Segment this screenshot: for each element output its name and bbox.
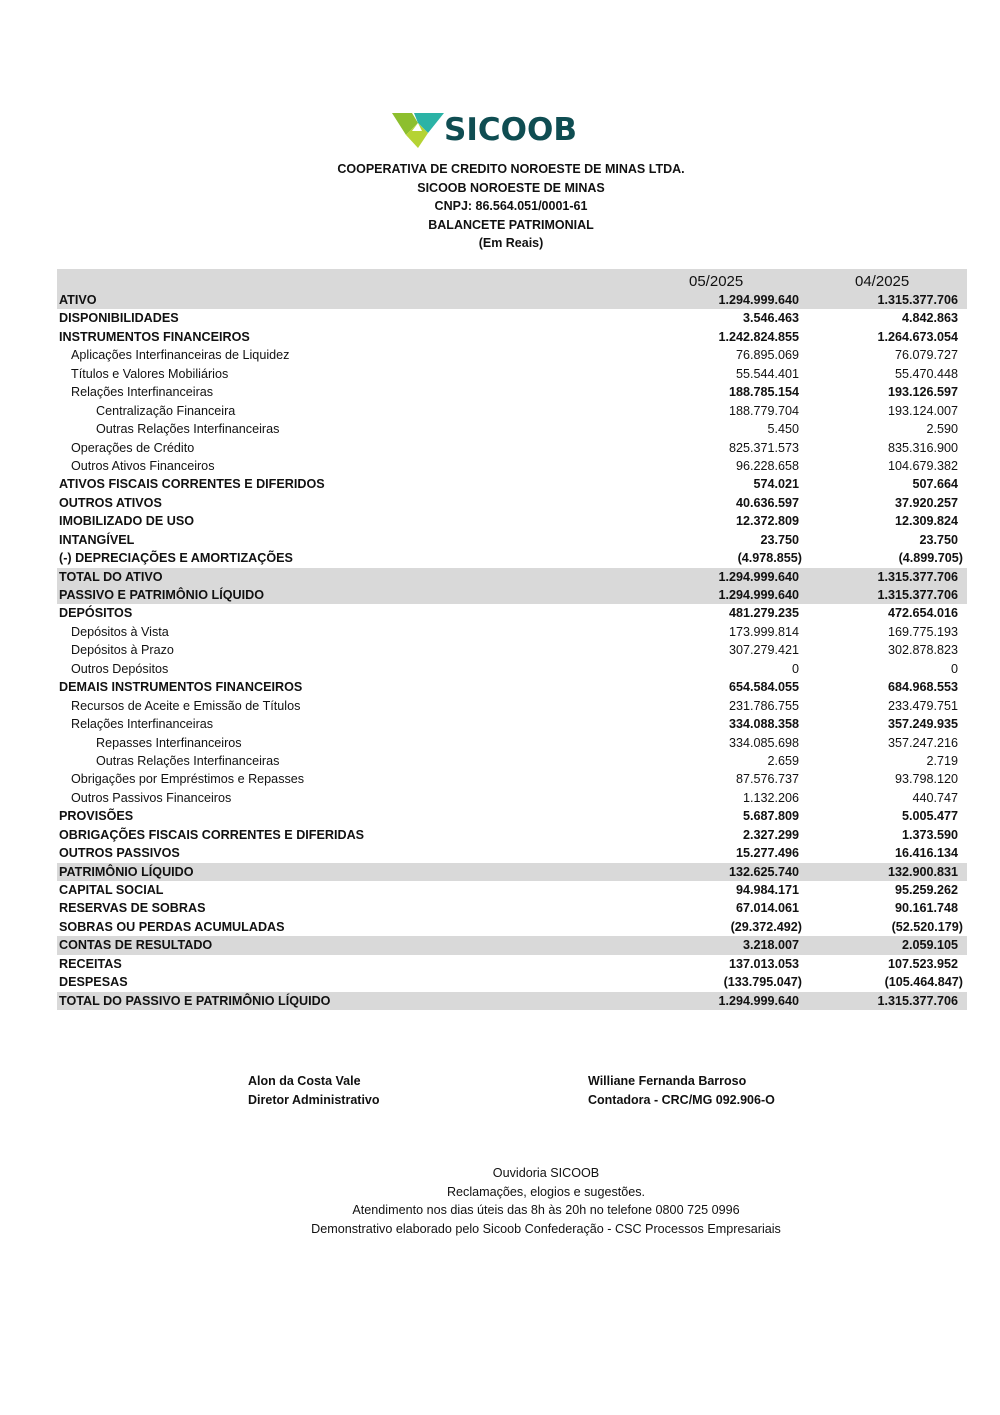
value-05-2025: 137.013.053: [728, 956, 799, 971]
value-04-2025: 0: [950, 661, 958, 676]
table-row: [57, 826, 967, 844]
value-04-2025: 1.315.377.706: [877, 569, 958, 584]
value-04-2025: 4.842.863: [901, 311, 958, 326]
row-label: ATIVO: [59, 293, 97, 307]
signature-director: [248, 1072, 380, 1109]
value-05-2025: 654.584.055: [728, 680, 799, 695]
value-04-2025: 55.470.448: [894, 366, 958, 381]
footer: [0, 1164, 1000, 1238]
value-04-2025: 1.315.377.706: [877, 293, 958, 307]
value-05-2025: 5.687.809: [742, 809, 799, 824]
value-04-2025: 1.315.377.706: [877, 588, 958, 602]
table-row: [57, 807, 967, 825]
row-label: Outras Relações Interfinanceiras: [96, 422, 280, 437]
row-label: IMOBILIZADO DE USO: [59, 514, 195, 529]
row-label: DEMAIS INSTRUMENTOS FINANCEIROS: [59, 680, 303, 695]
sicoob-logo-icon: [392, 111, 444, 149]
value-05-2025: 55.544.401: [735, 366, 799, 381]
row-label: Operações de Crédito: [71, 440, 195, 455]
row-label: Repasses Interfinanceiros: [96, 735, 242, 750]
table-row: [57, 568, 967, 586]
prepared-by: Demonstrativo elaborado pelo Sicoob Confederação - CSC Processos Empresariais: [311, 1221, 781, 1236]
value-05-2025: 94.984.171: [735, 883, 799, 897]
table-row: [57, 992, 967, 1010]
value-04-2025: 302.878.823: [887, 643, 958, 658]
value-04-2025: 16.416.134: [894, 846, 958, 861]
value-05-2025: 334.088.358: [728, 717, 799, 732]
value-05-2025: 0: [791, 661, 799, 676]
value-04-2025: 440.747: [912, 790, 958, 805]
table-row: [57, 402, 967, 420]
value-05-2025: 23.750: [760, 532, 799, 547]
row-label: Outros Depósitos: [71, 661, 169, 676]
column-header-05-2025: 05/2025: [689, 273, 744, 290]
value-04-2025: 193.126.597: [887, 385, 958, 400]
row-label: OUTROS PASSIVOS: [59, 846, 180, 861]
table-row: [57, 309, 967, 327]
value-04-2025: 90.161.748: [894, 901, 958, 916]
value-05-2025: 15.277.496: [735, 846, 799, 861]
table-row: [57, 604, 967, 622]
value-05-2025: 1.294.999.640: [718, 993, 799, 1008]
row-label: DEPÓSITOS: [59, 606, 133, 621]
value-05-2025: 1.294.999.640: [718, 588, 799, 602]
row-label: Títulos e Valores Mobiliários: [71, 366, 229, 381]
value-05-2025: 173.999.814: [728, 624, 799, 639]
ombudsman-hours: Atendimento nos dias úteis das 8h às 20h no telefone 0800 725 0996: [352, 1203, 740, 1218]
value-04-2025: 835.316.900: [887, 440, 958, 455]
value-04-2025: 12.309.824: [894, 514, 958, 529]
signature-name: Alon da Costa Vale: [248, 1074, 361, 1088]
ombudsman-subtitle: Reclamações, elogios e sugestões.: [446, 1184, 646, 1199]
table-row: [57, 549, 967, 567]
value-05-2025: 231.786.755: [728, 698, 799, 713]
value-05-2025: 67.014.061: [735, 901, 799, 916]
value-05-2025: 307.279.421: [728, 643, 799, 658]
value-05-2025: 96.228.658: [735, 458, 799, 473]
company-name: COOPERATIVA DE CREDITO NOROESTE DE MINAS LTDA.: [337, 162, 685, 176]
balance-sheet-table: [57, 269, 967, 1010]
table-row: [57, 383, 967, 401]
table-row: [57, 863, 967, 881]
value-05-2025: (4.978.855): [737, 551, 802, 566]
row-label: RECEITAS: [59, 956, 122, 971]
row-label: OUTROS ATIVOS: [59, 495, 162, 510]
value-05-2025: 5.450: [767, 422, 799, 437]
signature-role: Diretor Administrativo: [248, 1092, 380, 1107]
row-label: PATRIMÔNIO LÍQUIDO: [59, 864, 194, 879]
table-row: [57, 734, 967, 752]
value-05-2025: 481.279.235: [728, 606, 799, 621]
value-04-2025: 169.775.193: [887, 624, 958, 639]
table-row: [57, 365, 967, 383]
value-05-2025: 76.895.069: [735, 348, 799, 363]
table-row: [57, 623, 967, 641]
table-row: [57, 844, 967, 862]
table-row: [57, 531, 967, 549]
row-label: PROVISÕES: [59, 809, 134, 824]
value-04-2025: 93.798.120: [894, 772, 958, 787]
row-label: OBRIGAÇÕES FISCAIS CORRENTES E DIFERIDAS: [59, 827, 365, 842]
table-row: [57, 770, 967, 788]
table-row: [57, 586, 967, 604]
row-label: CAPITAL SOCIAL: [59, 883, 164, 897]
table-row: [57, 512, 967, 530]
table-row: [57, 899, 967, 917]
row-label: Depósitos à Vista: [71, 624, 169, 639]
column-header-04-2025: 04/2025: [855, 273, 910, 290]
table-row: [57, 660, 967, 678]
row-label: TOTAL DO PASSIVO E PATRIMÔNIO LÍQUIDO: [59, 993, 331, 1008]
table-row: [57, 697, 967, 715]
currency-note: (Em Reais): [478, 236, 544, 251]
sicoob-logo: [392, 110, 582, 150]
value-04-2025: 23.750: [919, 532, 958, 547]
value-04-2025: 1.264.673.054: [877, 329, 958, 344]
value-05-2025: 40.636.597: [735, 495, 799, 510]
cnpj: CNPJ: 86.564.051/0001-61: [434, 199, 588, 214]
value-04-2025: 472.654.016: [887, 606, 958, 621]
value-04-2025: 1.373.590: [901, 827, 958, 842]
value-04-2025: (52.520.179): [891, 919, 963, 934]
row-label: INSTRUMENTOS FINANCEIROS: [59, 329, 250, 344]
value-05-2025: 188.779.704: [728, 403, 799, 418]
value-05-2025: 1.132.206: [742, 790, 799, 805]
row-label: Outros Ativos Financeiros: [71, 458, 215, 473]
value-05-2025: 87.576.737: [735, 772, 799, 787]
table-row: [57, 678, 967, 696]
table-row: [57, 439, 967, 457]
table-row: [57, 936, 967, 954]
table-row: [57, 973, 967, 991]
value-05-2025: 2.327.299: [742, 827, 799, 842]
table-row: [57, 918, 967, 936]
table-row: [57, 494, 967, 512]
table-row: [57, 475, 967, 493]
value-04-2025: 357.247.216: [887, 735, 958, 750]
document-title: BALANCETE PATRIMONIAL: [428, 217, 594, 232]
signature-name: Williane Fernanda Barroso: [588, 1074, 747, 1088]
table-row: [57, 641, 967, 659]
row-label: Aplicações Interfinanceiras de Liquidez: [71, 348, 290, 363]
row-label: Depósitos à Prazo: [71, 643, 174, 658]
value-05-2025: 188.785.154: [728, 385, 799, 400]
row-label: Relações Interfinanceiras: [71, 717, 214, 732]
table-row: [57, 752, 967, 770]
value-04-2025: 37.920.257: [894, 495, 958, 510]
value-05-2025: 574.021: [753, 477, 799, 492]
logo-text: SICOOB: [444, 112, 577, 148]
row-label: PASSIVO E PATRIMÔNIO LÍQUIDO: [59, 588, 265, 602]
table-row: [57, 291, 967, 309]
value-04-2025: 132.900.831: [887, 864, 958, 879]
row-label: INTANGÍVEL: [59, 532, 135, 547]
row-label: CONTAS DE RESULTADO: [59, 938, 213, 953]
table-row: [57, 457, 967, 475]
value-05-2025: 3.546.463: [742, 311, 799, 326]
company-short-name: SICOOB NOROESTE DE MINAS: [417, 180, 605, 195]
row-label: SOBRAS OU PERDAS ACUMULADAS: [59, 919, 285, 934]
table-body: [57, 291, 967, 1010]
row-label: (-) DEPRECIAÇÕES E AMORTIZAÇÕES: [59, 551, 293, 566]
value-04-2025: 1.315.377.706: [877, 993, 958, 1008]
value-04-2025: 193.124.007: [887, 403, 958, 418]
row-label: DISPONIBILIDADES: [59, 311, 179, 326]
value-05-2025: 1.294.999.640: [718, 569, 799, 584]
row-label: Outras Relações Interfinanceiras: [96, 753, 280, 768]
value-04-2025: 107.523.952: [887, 956, 958, 971]
value-04-2025: (105.464.847): [884, 975, 963, 990]
table-row: [57, 715, 967, 733]
value-05-2025: 3.218.007: [742, 938, 799, 953]
row-label: Outros Passivos Financeiros: [71, 790, 232, 805]
ombudsman-title: Ouvidoria SICOOB: [492, 1166, 600, 1180]
value-05-2025: 825.371.573: [728, 440, 799, 455]
signature-accountant: [588, 1072, 775, 1109]
value-04-2025: (4.899.705): [898, 551, 963, 566]
value-04-2025: 233.479.751: [887, 698, 958, 713]
row-label: Obrigações por Empréstimos e Repasses: [71, 772, 305, 787]
value-05-2025: 334.085.698: [728, 735, 799, 750]
table-row: [57, 881, 967, 899]
table-header: [57, 269, 967, 291]
value-05-2025: (133.795.047): [723, 975, 802, 990]
value-04-2025: 684.968.553: [887, 680, 958, 695]
value-04-2025: 507.664: [912, 477, 958, 492]
value-05-2025: (29.372.492): [730, 919, 802, 934]
signature-role: Contadora - CRC/MG 092.906-O: [588, 1092, 775, 1107]
value-04-2025: 5.005.477: [901, 809, 958, 824]
table-row: [57, 789, 967, 807]
value-04-2025: 76.079.727: [894, 348, 958, 363]
row-label: ATIVOS FISCAIS CORRENTES E DIFERIDOS: [59, 477, 325, 492]
document-header: [0, 160, 1000, 253]
row-label: TOTAL DO ATIVO: [59, 569, 163, 584]
value-04-2025: 2.719: [926, 753, 958, 768]
table-row: [57, 346, 967, 364]
table-row: [57, 420, 967, 438]
table-row: [57, 955, 967, 973]
value-04-2025: 95.259.262: [894, 883, 958, 897]
value-04-2025: 104.679.382: [887, 458, 958, 473]
row-label: Recursos de Aceite e Emissão de Títulos: [71, 698, 301, 713]
value-05-2025: 132.625.740: [728, 864, 799, 879]
value-04-2025: 2.590: [926, 422, 958, 437]
value-05-2025: 1.294.999.640: [718, 293, 799, 307]
value-05-2025: 12.372.809: [735, 514, 799, 529]
value-04-2025: 357.249.935: [887, 717, 958, 732]
row-label: RESERVAS DE SOBRAS: [59, 901, 206, 916]
value-05-2025: 1.242.824.855: [718, 329, 799, 344]
value-04-2025: 2.059.105: [901, 938, 958, 953]
row-label: DESPESAS: [59, 975, 128, 990]
row-label: Relações Interfinanceiras: [71, 385, 214, 400]
row-label: Centralização Financeira: [96, 403, 236, 418]
value-05-2025: 2.659: [767, 753, 799, 768]
table-row: [57, 328, 967, 346]
